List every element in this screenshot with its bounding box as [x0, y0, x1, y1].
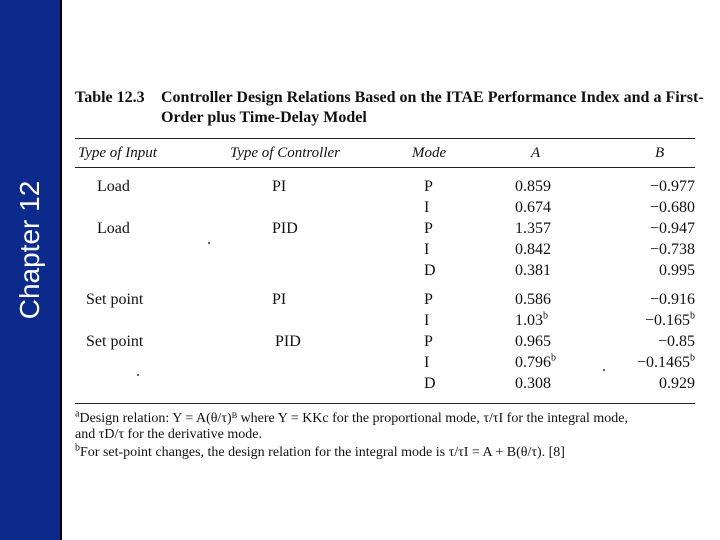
- a-value-cell: [515, 331, 551, 352]
- b-footnote-mark: b: [690, 310, 695, 322]
- table-caption: [75, 88, 705, 128]
- input-type-cell: Set point: [86, 291, 144, 308]
- a-value-cell: [515, 289, 551, 310]
- a-value: 1.03: [515, 312, 543, 329]
- b-value: −0.738: [649, 241, 695, 258]
- header-mode: Mode: [412, 145, 447, 161]
- table-title-line2: Order plus Time-Delay Model: [161, 109, 367, 126]
- mode-cell: D: [424, 375, 436, 392]
- a-value: 0.674: [515, 199, 551, 216]
- b-value: −0.680: [649, 199, 695, 216]
- header-b: B: [655, 145, 665, 161]
- a-value: 1.357: [515, 220, 551, 237]
- controller-type-cell: PID: [272, 220, 298, 237]
- mode-cell: I: [424, 312, 430, 329]
- b-value-cell: [600, 289, 695, 310]
- b-value: −0.85: [657, 333, 695, 350]
- footnote-b-mark: b: [75, 442, 80, 454]
- scan-speck: [603, 369, 605, 371]
- b-value: −0.977: [649, 178, 695, 195]
- mode-cell: I: [424, 241, 430, 258]
- footnote-b: [75, 442, 705, 461]
- b-value-cell: [600, 352, 695, 373]
- footnote-a-line2: and τD/τ for the derivative mode.: [75, 427, 262, 442]
- a-value: 0.842: [515, 241, 551, 258]
- a-value-cell: [515, 352, 556, 373]
- a-value: 0.308: [515, 375, 551, 392]
- mode-cell: P: [424, 291, 433, 308]
- header-rule: [75, 167, 695, 168]
- a-footnote-mark: b: [543, 310, 548, 322]
- header-controller: Type of Controller: [230, 145, 340, 161]
- b-value-cell: [600, 176, 695, 197]
- controller-type-cell: PI: [272, 291, 287, 308]
- a-value: 0.381: [515, 262, 551, 279]
- mode-cell: D: [424, 262, 436, 279]
- footnote-b-line1: For set-point changes, the design relation for the integral mode is τ/τI = A + B(θ/τ). [8]: [80, 445, 565, 460]
- header-input: Type of Input: [78, 145, 157, 161]
- sidebar: [0, 0, 62, 540]
- a-value: 0.965: [515, 333, 551, 350]
- input-type-cell: Load: [97, 178, 130, 195]
- b-value: −0.947: [649, 220, 695, 237]
- a-value-cell: [515, 260, 551, 281]
- mode-cell: P: [424, 178, 433, 195]
- a-footnote-mark: b: [551, 352, 556, 364]
- header-a: A: [531, 145, 541, 161]
- footnote-a: [75, 408, 705, 443]
- b-value: 0.929: [659, 375, 695, 392]
- b-value-cell: [600, 239, 695, 260]
- table-number: Table 12.3: [75, 89, 145, 106]
- table-title-line1: Controller Design Relations Based on the ITAE Performance Index and a First-: [161, 89, 704, 106]
- b-footnote-mark: b: [690, 352, 695, 364]
- b-value-cell: [600, 260, 695, 281]
- a-value-cell: [515, 239, 551, 260]
- footnote-a-mark: a: [75, 408, 80, 420]
- controller-type-cell: PI: [272, 178, 287, 195]
- b-value: −0.165: [644, 312, 690, 329]
- a-value: 0.796: [515, 354, 551, 371]
- b-value-cell: [600, 331, 695, 352]
- mode-cell: I: [424, 199, 430, 216]
- b-value: 0.995: [659, 262, 695, 279]
- input-type-cell: Load: [97, 220, 130, 237]
- mode-cell: P: [424, 333, 433, 350]
- chapter-label: Chapter 12: [14, 180, 45, 320]
- b-value-cell: [600, 197, 695, 218]
- a-value-cell: [515, 218, 551, 239]
- scan-speck: [137, 374, 139, 376]
- b-value: −0.1465: [636, 354, 690, 371]
- b-value-cell: [600, 218, 695, 239]
- input-type-cell: Set point: [86, 333, 144, 350]
- mode-cell: P: [424, 220, 433, 237]
- b-value-cell: [600, 310, 695, 331]
- controller-type-cell: PID: [275, 333, 301, 350]
- a-value: 0.586: [515, 291, 551, 308]
- b-value: −0.916: [649, 291, 695, 308]
- mode-cell: I: [424, 354, 430, 371]
- a-value-cell: [515, 310, 548, 331]
- a-value-cell: [515, 176, 551, 197]
- footnote-a-line1: Design relation: Y = A(θ/τ)ᴮ where Y = KKc for the proportional mode, τ/τI for the integral mode,: [79, 411, 628, 426]
- a-value-cell: [515, 373, 551, 394]
- a-value-cell: [515, 197, 551, 218]
- table-bottom-rule: [75, 403, 695, 404]
- b-value-cell: [600, 373, 695, 394]
- scan-speck: [208, 242, 210, 244]
- a-value: 0.859: [515, 178, 551, 195]
- table-top-rule: [75, 138, 695, 139]
